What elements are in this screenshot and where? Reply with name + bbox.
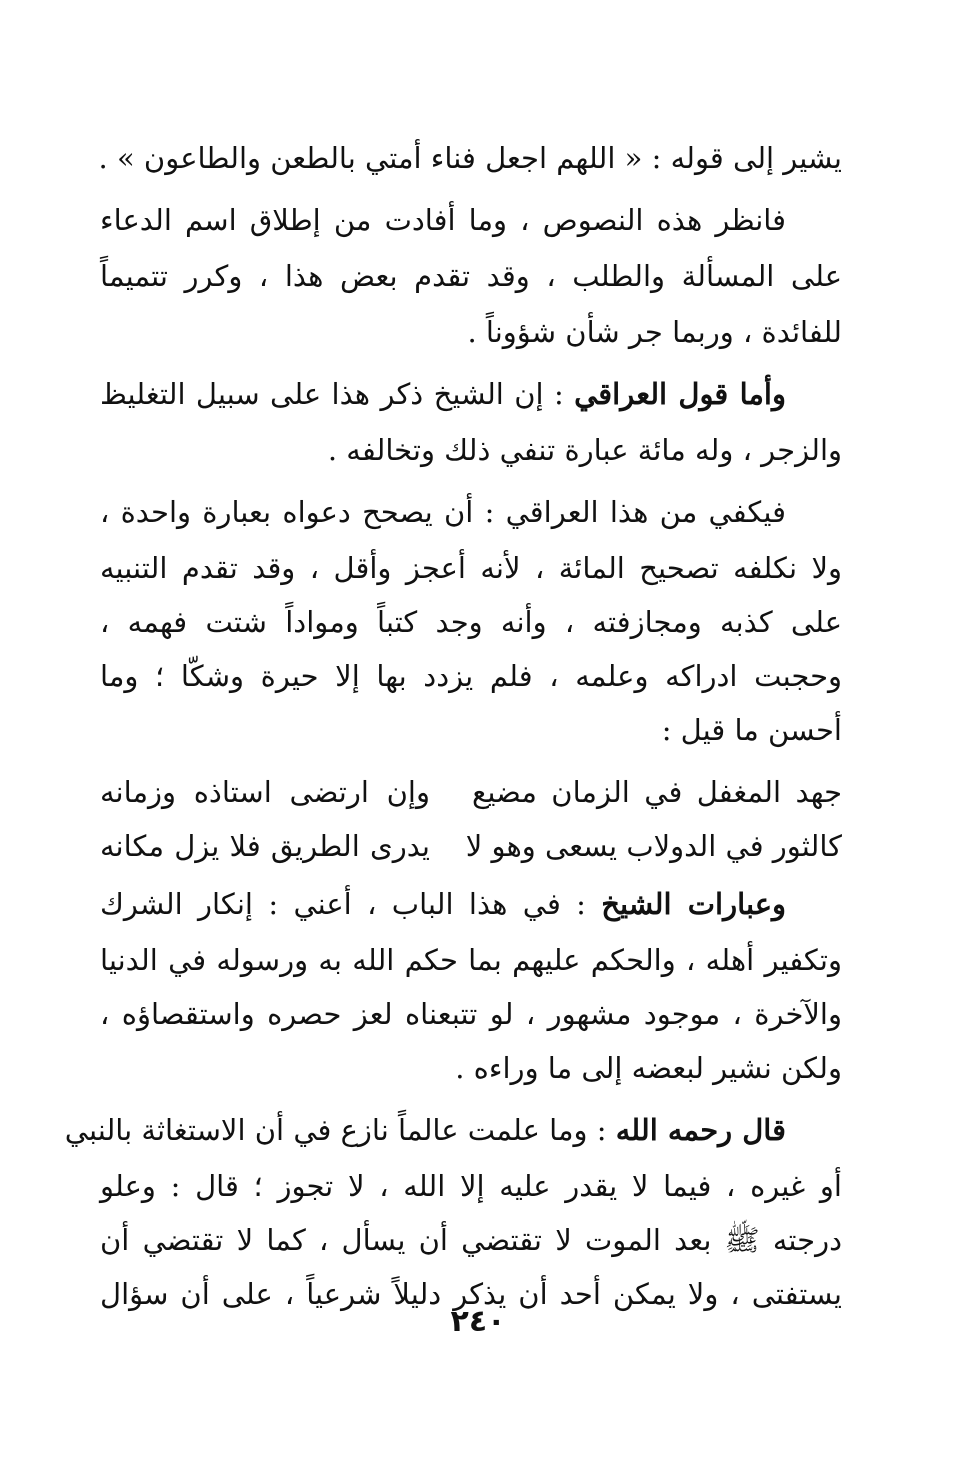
text-line-content: : إن الشيخ ذكر هذا على سبيل التغليظ [100,377,575,411]
text-line [64,1104,842,1156]
text-line-content: فيكفي من هذا العراقي : أن يصحح دعواه بعبارة واحدة ، [100,495,786,529]
text-line [100,194,842,246]
text-line [100,368,842,420]
text-line: وحجبت ادراكه وعلمه ، فلم يزدد بها إلا حيرة وشكّا ؛ وما [100,659,842,693]
verse-hemistich-second: يدرى الطريق فلا يزل مكانه [100,829,430,863]
bold-heading: وأما قول العراقي [574,377,786,411]
text-line: على كذبه ومجازفته ، وأنه وجد كتباً ومواداً شتت فهمه ، [100,605,842,639]
verse-line [100,766,842,818]
text-line: للفائدة ، وربما جر شأن شؤوناً . [467,315,842,349]
text-line: والزجر ، وله مائة عبارة تنفي ذلك وتخالفه . [327,433,842,467]
text-line: والآخرة ، موجود مشهور ، لو تتبعناه لعز حصره واستقصاؤه ، [100,997,842,1031]
text-line: درجته ﷺ بعد الموت لا تقتضي أن يسأل ، كما لا تقتضي أن [100,1223,842,1257]
verse-hemistich-first: جهد المغفل في الزمان مضيع [472,775,842,809]
page-number: ٢٤٠ [450,1304,506,1339]
text-line-content: : وما علمت عالماً نازع في أن الاستغاثة بالنبي [64,1113,616,1147]
text-line: وتكفير أهله ، والحكم عليهم بما حكم الله به ورسوله في الدنيا [100,943,842,977]
text-line: أحسن ما قيل : [661,713,842,747]
bold-heading: وعبارات الشيخ [601,887,787,921]
text-line: على المسألة والطلب ، وقد تقدم بعض هذا ، وكرر تتميماً [100,259,842,293]
text-line: ولكن نشير لبعضه إلى ما وراءه . [455,1051,842,1085]
text-line: أو غيره ، فيما لا يقدر عليه إلا الله ، لا تجوز ؛ قال : وعلو [100,1169,842,1203]
text-line-content: : في هذا الباب ، أعني : إنكار الشرك [100,887,602,921]
text-line-content: فانظر هذه النصوص ، وما أفادت من إطلاق اسم الدعاء [100,203,786,237]
text-line [100,878,842,930]
text-line [100,486,842,538]
text-line: يشير إلى قوله : « اللهم اجعل فناء أمتي بالطعن والطاعون » . [98,141,842,175]
bold-heading: قال رحمه الله [615,1113,786,1147]
verse-hemistich-first: كالثور في الدولاب يسعى وهو لا [465,829,842,863]
verse-line [100,820,842,872]
text-line: ولا نكلفه تصحيح المائة ، لأنه أعجز وأقل ، وقد تقدم التنبيه [100,551,843,585]
text-line: يستفتى ، ولا يمكن أحد أن يذكر دليلاً شرعياً ، على أن سؤال [100,1277,842,1311]
verse-hemistich-second: وإن ارتضى استاذه وزمانه [100,775,430,809]
